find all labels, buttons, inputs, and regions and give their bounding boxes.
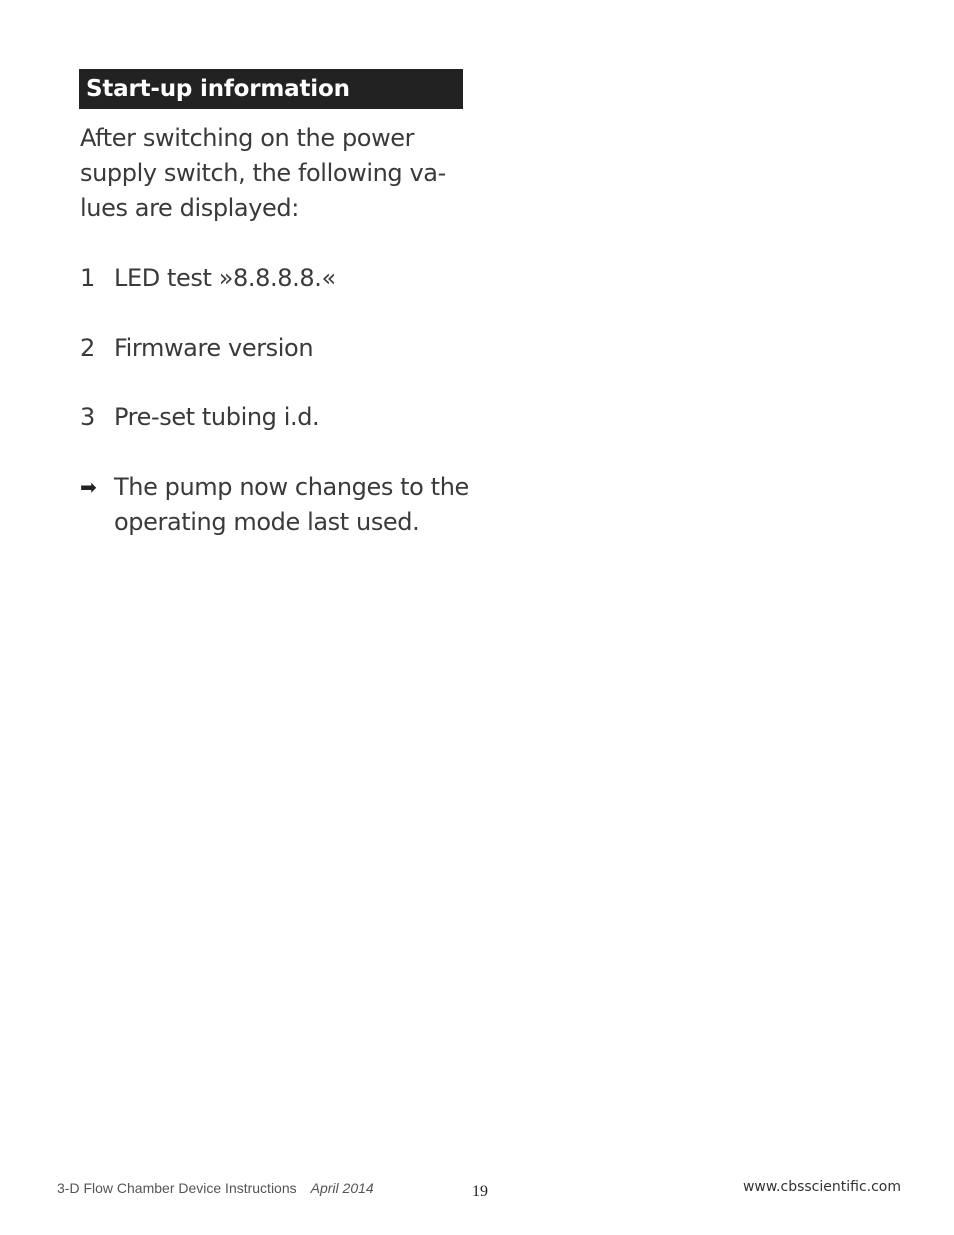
step-item-1 bbox=[80, 261, 336, 296]
footer-document-info bbox=[57, 1180, 374, 1196]
intro-line: supply switch, the following va- bbox=[80, 159, 446, 187]
intro-paragraph bbox=[80, 121, 470, 226]
page-number: 19 bbox=[472, 1183, 488, 1200]
footer-document-title: 3-D Flow Chamber Device Instructions bbox=[57, 1180, 297, 1196]
step-text: Firmware version bbox=[114, 334, 314, 362]
step-text: LED test »8.8.8.8.« bbox=[114, 264, 336, 292]
step-number: 3 bbox=[80, 403, 95, 431]
step-item-2 bbox=[80, 331, 313, 366]
result-note bbox=[80, 470, 469, 540]
intro-line: lues are displayed: bbox=[80, 194, 299, 222]
footer-date: April 2014 bbox=[310, 1180, 374, 1196]
step-item-3 bbox=[80, 400, 319, 435]
step-number: 2 bbox=[80, 334, 95, 362]
footer-website: www.cbsscientific.com bbox=[742, 1179, 901, 1195]
section-heading: Start-up information bbox=[79, 69, 463, 109]
step-text: Pre-set tubing i.d. bbox=[114, 403, 320, 431]
result-line: The pump now changes to the bbox=[114, 473, 469, 501]
result-line: operating mode last used. bbox=[114, 508, 420, 536]
intro-line: After switching on the power bbox=[80, 124, 415, 152]
step-number: 1 bbox=[80, 264, 95, 292]
arrow-right-icon: ➡ bbox=[80, 475, 97, 499]
